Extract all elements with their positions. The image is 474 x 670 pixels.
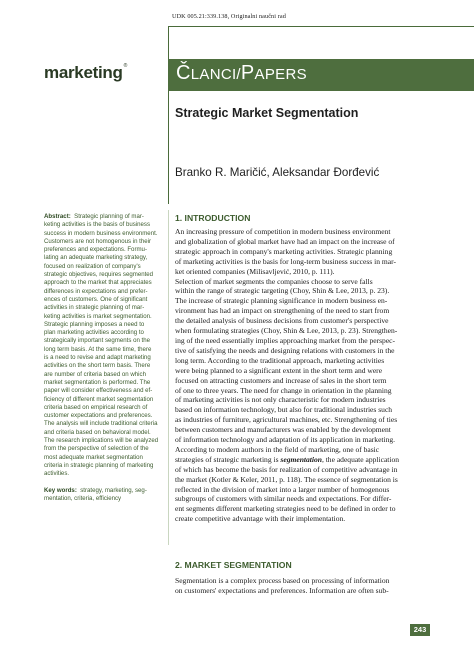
body-text-run: the detailed analysis of business decisions from customer's perspective [175,316,389,326]
abstract-line [44,238,165,246]
body-text-run: and globalization of global market have had an impact on the increase of [175,236,395,246]
body-text-run: the market (Kotler & Keler, 2011, p. 118). The essence of segmentation is [175,474,398,484]
body-text-run: focused on attracting customers and increase of sales in the short term [175,375,387,385]
body-line [175,514,431,524]
abstract-text: plan marketing activities according to [44,329,144,337]
body-text-run: Selection of market segments the companies choose to serve falls [175,276,373,286]
body-line [175,576,431,586]
body-line [175,425,431,435]
abstract-line [44,296,165,304]
abstract [44,213,165,479]
registered-mark: ® [123,63,127,69]
abstract-text: long term basis. At the same time, there [44,345,152,353]
journal-logo [44,63,127,83]
body-line [175,465,431,475]
keywords-text: strategy, marketing, seg- [80,486,147,494]
abstract-text: Strategic planning of mar- [74,213,144,220]
abstract-line [44,420,165,428]
keywords-text: mentation, criteria, efficiency [44,494,122,502]
abstract-text: focused on realization of company's [44,262,141,270]
emphasis-term: segmentation [280,454,322,464]
header-rule [168,26,474,27]
abstract-line [44,412,165,420]
body-text-run: were being planned to a significant extent in the short term and were [175,365,383,375]
body-text-run: subgroups of customers with similar needs and expectations. For differ- [175,494,392,504]
abstract-text: market segmentation is performed. The [44,378,151,386]
body-text-run: of marketing activities is not only characteristic for modern industries [175,395,386,405]
abstract-line [44,437,165,445]
heading-market-segmentation: 2. MARKET SEGMENTATION [175,560,292,570]
body-text-run: of which has become the basis for realization of competitive advantage in [175,464,398,474]
abstract-text: The research implications will be analyzed [44,437,159,445]
abstract-text: criteria based on empirical research of [44,403,148,411]
section-banner-label [176,62,307,85]
heading-introduction: 1. INTRODUCTION [175,213,251,223]
body-line [175,415,431,425]
body-text-run: Segmentation is a complex process based on processing of information [175,576,390,585]
introduction-body [175,227,431,524]
body-line [175,356,431,366]
body-line [175,455,431,465]
body-line [175,286,431,296]
body-line [175,366,431,376]
abstract-line [44,271,165,279]
paper-title: Strategic Market Segmentation [175,106,359,120]
section-label-c: Č [176,62,191,84]
column-divider [168,210,169,545]
body-line [175,267,431,277]
abstract-text: ences of customers. One of significant [44,295,148,303]
body-line [175,405,431,415]
abstract-text: strategic objectives, requires segmented [44,271,154,279]
abstract-text: strategically important segments on the [44,337,151,345]
abstract-text: success in modern business environment. [44,229,158,237]
header-vertical-rule [168,26,169,204]
abstract-line [44,230,165,238]
abstract-line [44,254,165,262]
body-line [175,346,431,356]
abstract-text: differences in expectations and prefer- [44,287,148,295]
section-label-apers: APERS [254,66,307,83]
section-label-p: P [240,62,255,84]
abstract-text: lating an adequate marketing strategy, [44,254,148,262]
keywords-label: Key words: [44,486,77,494]
body-text-run: tive of satisfying the needs and designing relations with customers in the [175,345,395,355]
body-line [175,445,431,455]
abstract-text: paper will consider effectiveness and ef- [44,387,153,395]
abstract-text: are number of criteria based on which [44,370,146,378]
abstract-line [44,445,165,453]
abstract-line [44,454,165,462]
abstract-label: Abstract: [44,213,71,220]
section-label-lanci: LANCI/ [190,66,241,83]
body-text-run: vironment has had an impact on strengthening of the need to start from [175,306,390,316]
body-text-run: The increase of strategic planning significance in modern business en- [175,296,388,306]
keywords-line [44,495,165,503]
keywords-line [44,487,165,495]
body-line [175,336,431,346]
body-text-run: , the adequate application [321,454,400,464]
abstract-text: customer expectations and preferences. [44,412,153,420]
abstract-line [44,263,165,271]
body-text-run: based on information technology, but also for traditional industries such [175,405,393,415]
body-line [175,227,431,237]
journal-logo-text: marketing [44,63,123,82]
body-text-run: of one to three years. The need for change in orientation in the planning [175,385,392,395]
abstract-line [44,304,165,312]
abstract-line [44,313,165,321]
abstract-line [44,221,165,229]
abstract-line [44,362,165,370]
body-line [175,395,431,405]
abstract-line [44,387,165,395]
abstract-line [44,404,165,412]
keywords [44,487,165,504]
body-line [175,237,431,247]
abstract-line [44,379,165,387]
body-line [175,586,431,596]
body-text-run: According to modern authors in the field of marketing, one of basic [175,444,380,454]
udk-classification: UDK 005.21:339.138, Originalni naučni rad [172,13,286,20]
body-text-run: reflected in the division of market into a larger number of homogenous [175,484,390,494]
body-text-run: as industries of furniture, agricultural machines, etc. Strengthening of ties [175,415,398,425]
abstract-line [44,354,165,362]
body-text-run: create competitive advantage with their implementation. [175,514,346,524]
abstract-line [44,346,165,354]
body-text-run: long term. According to the traditional approach, marketing activities [175,355,385,365]
abstract-text: activities on the short term basis. There [44,362,151,370]
body-text-run: on customers' expectations and preferences. Information are often sub- [175,585,389,595]
abstract-line [44,337,165,345]
body-line [175,326,431,336]
abstract-line [44,213,165,221]
body-line [175,504,431,514]
body-line [175,277,431,287]
abstract-text: most adequate market segmentation [44,453,143,461]
body-text-run: ket oriented companies (Milisavljević, 2010, p. 111). [175,266,335,276]
body-text-run: within the range of strategic targeting (Choy, Shin & Lee, 2013, p. 23). [175,286,390,296]
body-text-run: between customers and manufacturers was enabled by the development [175,425,391,435]
abstract-line [44,462,165,470]
body-text-run: of information technology and adaptation of its application in marketing. [175,435,396,445]
abstract-line [44,279,165,287]
body-line [175,485,431,495]
abstract-line [44,470,165,478]
abstract-line [44,321,165,329]
body-text-run: of marketing activities is the basis for long-term business success in mar- [175,256,396,266]
abstract-line [44,246,165,254]
abstract-line [44,288,165,296]
paper-authors: Branko R. Maričić, Aleksandar Đorđević [175,166,380,179]
abstract-line [44,396,165,404]
abstract-column [44,213,165,503]
abstract-text: keting activities is the basis of business [44,221,151,229]
abstract-text: activities in strategic planning of mar- [44,304,145,312]
body-text-run: strategic approach in company's marketing activities. Strategic planning [175,246,393,256]
page-number: 243 [413,625,427,634]
abstract-text: activities. [44,470,70,478]
abstract-text: Customers are not homogenous in their [44,237,152,245]
body-line [175,475,431,485]
abstract-line [44,329,165,337]
body-line [175,247,431,257]
abstract-text: preferences and expectations. Formu- [44,246,147,254]
market-segmentation-body [175,576,431,596]
abstract-text: criteria in strategic planning of marketing [44,461,154,469]
abstract-line [44,429,165,437]
body-line [175,376,431,386]
body-line [175,306,431,316]
abstract-text: Strategic planning imposes a need to [44,320,145,328]
body-line [175,296,431,306]
body-text-run: ing of the need essentially implies approaching market from the perspec- [175,335,396,345]
body-text-run: An increasing pressure of competition in modern business environment [175,227,391,236]
body-line [175,316,431,326]
abstract-text: The analysis will include traditional criteria [44,420,158,428]
body-text-run: when formulating strategies (Choy, Shin & Lee, 2013, p. 23). Strengthen- [175,326,398,336]
abstract-line [44,371,165,379]
abstract-text: is a need to revise and adapt marketing [44,354,151,362]
abstract-text: from the perspective of selection of the [44,445,149,453]
abstract-text: ficiency of different market segmentation [44,395,154,403]
body-text-run: ent segments different marketing strategies need to be defined in order to [175,504,396,514]
body-text-run: strategies of strategic marketing is [175,454,281,464]
body-line [175,494,431,504]
body-line [175,386,431,396]
abstract-text: approach to the market that appreciates [44,279,152,287]
body-line [175,435,431,445]
body-line [175,257,431,267]
abstract-text: keting activities is market segmentation. [44,312,152,320]
abstract-text: and criteria based on behavioral model. [44,428,151,436]
